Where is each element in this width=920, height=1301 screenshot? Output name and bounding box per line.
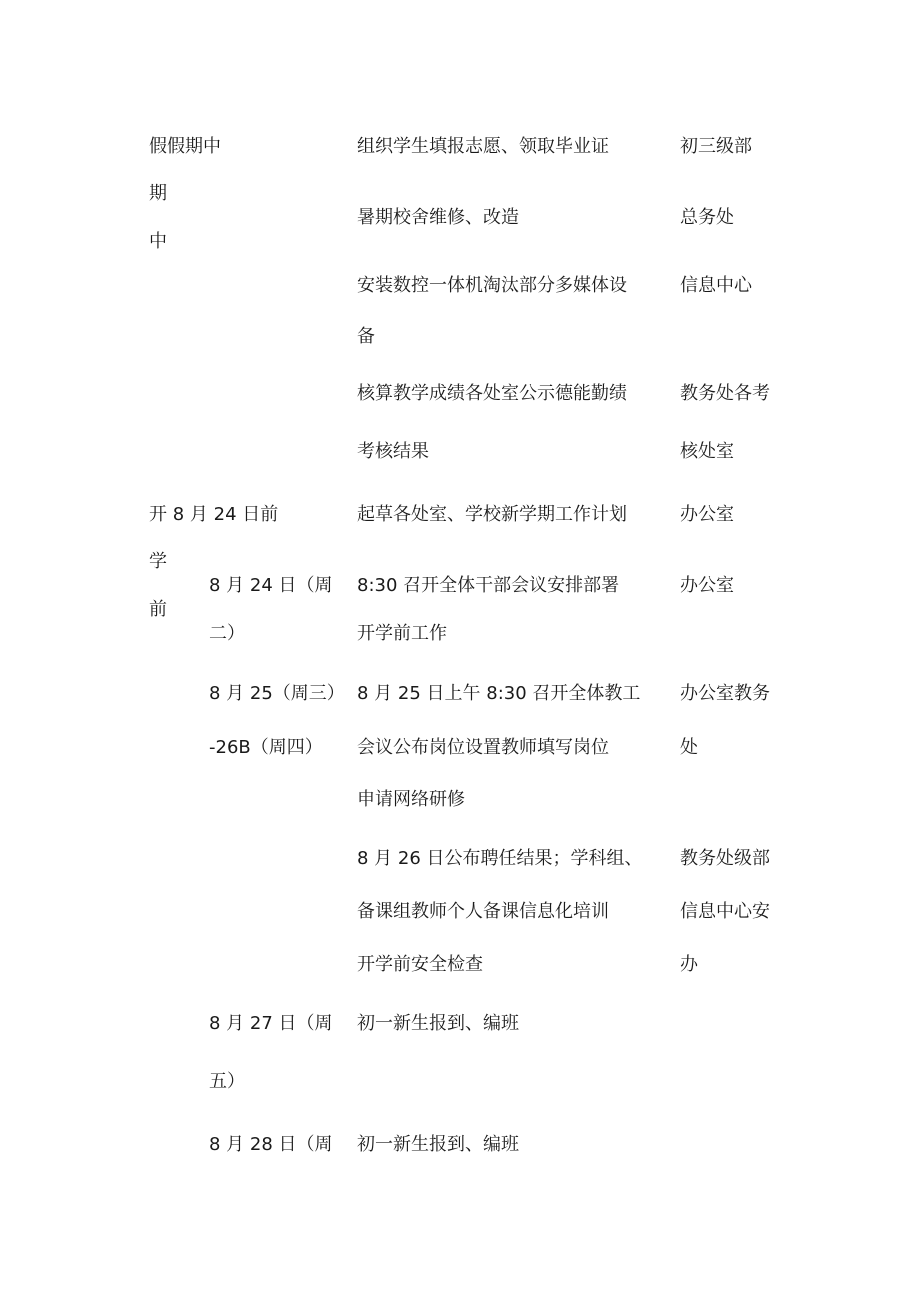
task-cell-line: 初一新生报到、编班 (357, 1013, 519, 1034)
department-cell-line: 信息中心 (680, 275, 752, 296)
task-cell-line: 安装数控一体机淘汰部分多媒体设 (357, 275, 627, 296)
department-cell-line: 办公室 (680, 575, 734, 596)
department-cell-line: 初三级部 (680, 136, 752, 157)
task-cell-line: 申请网络研修 (357, 789, 465, 810)
task-cell-line: 考核结果 (357, 441, 429, 462)
task-cell-line: 会议公布岗位设置教师填写岗位 (357, 737, 609, 758)
date-cell-line: 8 月 28 日（周 (209, 1134, 333, 1155)
task-cell-line: 起草各处室、学校新学期工作计划 (357, 504, 627, 525)
department-cell-line: 教务处级部 (680, 848, 770, 869)
date-cell-line: 五） (209, 1071, 245, 1092)
task-cell-line: 核算教学成绩各处室公示德能勤绩 (357, 383, 627, 404)
period-cell-line: 期 (149, 183, 167, 204)
date-cell-line: 8 月 25（周三） (209, 683, 345, 704)
date-cell-line: 8 月 24 日（周 (209, 575, 333, 596)
period-cell-line: 中 (149, 231, 167, 252)
department-cell-line: 教务处各考 (680, 383, 770, 404)
department-cell-line: 办 (680, 954, 698, 975)
department-cell-line: 信息中心安 (680, 901, 770, 922)
department-cell-line: 处 (680, 737, 698, 758)
date-cell-line: 二） (209, 623, 245, 644)
task-cell-line: 暑期校舍维修、改造 (357, 207, 519, 228)
date-cell-line: 8 月 27 日（周 (209, 1013, 333, 1034)
task-cell-line: 组织学生填报志愿、领取毕业证 (357, 136, 609, 157)
period-cell-line: 前 (149, 599, 167, 620)
task-cell-line: 备课组教师个人备课信息化培训 (357, 901, 609, 922)
task-cell-line: 开学前工作 (357, 623, 447, 644)
period-cell-line: 开 8 月 24 日前 (149, 504, 279, 525)
period-cell-line: 学 (149, 551, 167, 572)
period-cell-line: 假假期中 (149, 136, 221, 157)
department-cell-line: 办公室教务 (680, 683, 770, 704)
department-cell-line: 核处室 (680, 441, 734, 462)
task-cell-line: 初一新生报到、编班 (357, 1134, 519, 1155)
task-cell-line: 8 月 25 日上午 8:30 召开全体教工 (357, 683, 641, 704)
task-cell-line: 8 月 26 日公布聘任结果；学科组、 (357, 848, 643, 869)
department-cell-line: 办公室 (680, 504, 734, 525)
task-cell-line: 开学前安全检查 (357, 954, 483, 975)
task-cell-line: 8:30 召开全体干部会议安排部署 (357, 575, 620, 596)
date-cell-line: -26B（周四） (209, 737, 323, 758)
task-cell-line: 备 (357, 326, 375, 347)
department-cell-line: 总务处 (680, 207, 734, 228)
